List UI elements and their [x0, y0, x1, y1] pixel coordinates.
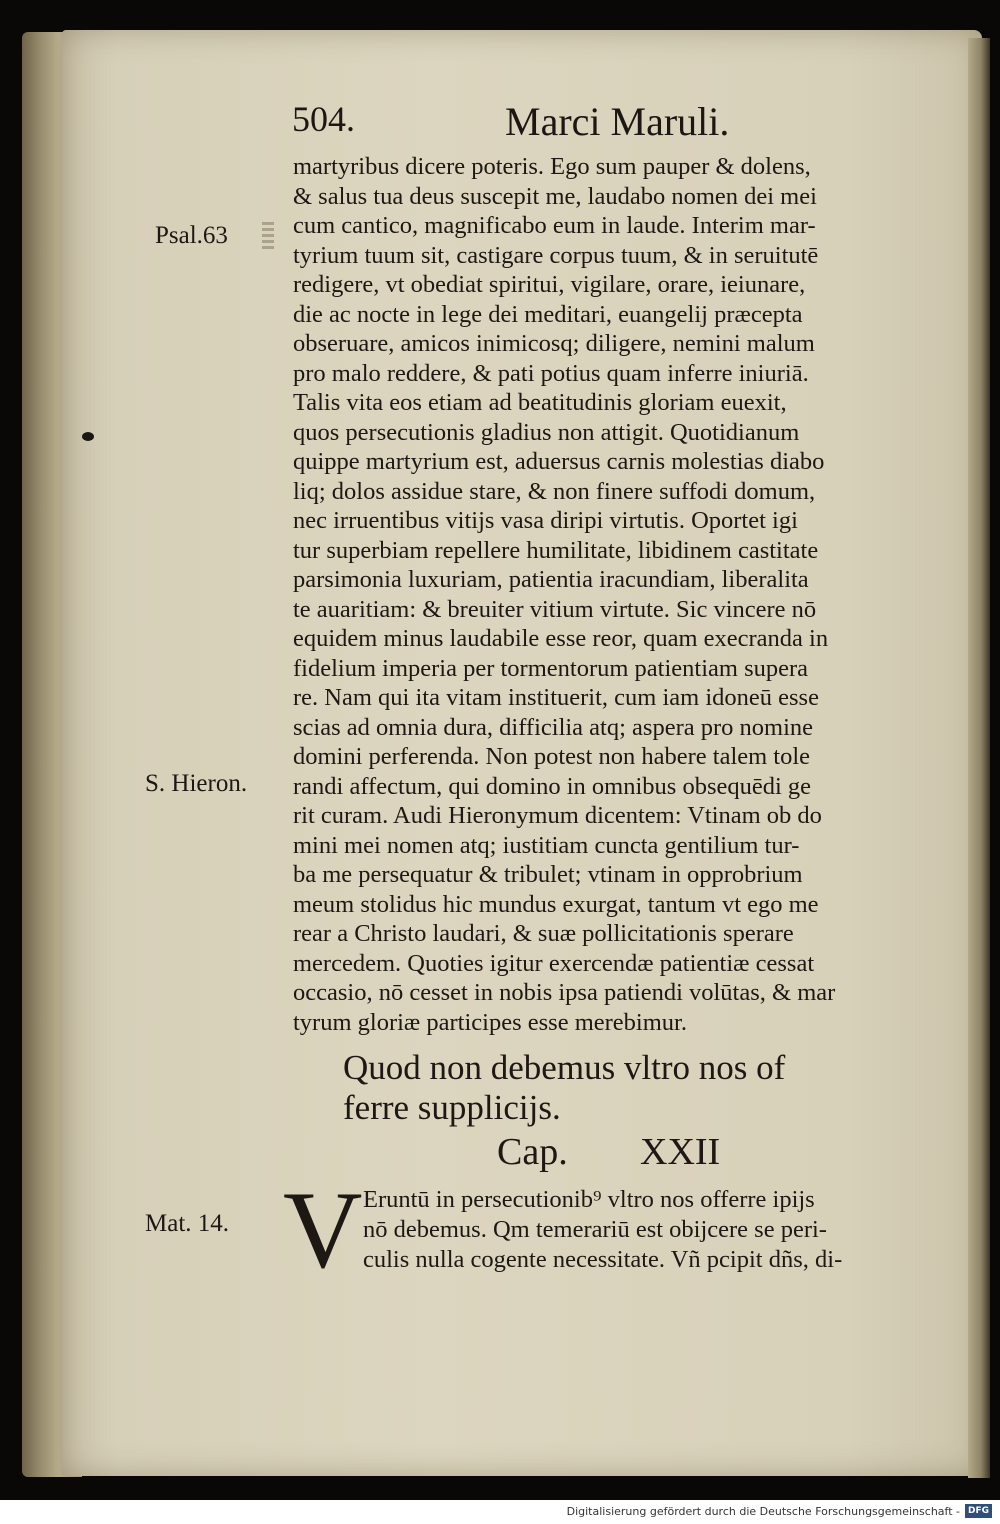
decorated-initial: V [283, 1169, 363, 1291]
chapter-number: XXII [640, 1131, 721, 1173]
text-line: quippe martyrium est, aduersus carnis molestias diabo [293, 448, 825, 475]
ink-smudge [262, 222, 274, 252]
chapter-label: Cap. [497, 1131, 568, 1173]
text-line: randi affectum, qui domino in omnibus obsequēdi ge [293, 772, 812, 800]
dfg-logo: DFG [965, 1504, 992, 1518]
text-line: die ac nocte in lege dei meditari, euangelij præcepta [293, 300, 803, 328]
page-number: 504. [292, 99, 355, 139]
text-line: mercedem. Quoties igitur exercendæ patientiæ cessat [293, 949, 815, 977]
text-line: fidelium imperia per tormentorum patientiam supera [293, 654, 809, 682]
text-line: obseruare, amicos inimicosq; diligere, nemini malum [293, 330, 815, 357]
chapter-heading [343, 1048, 785, 1128]
chapter-heading-line: ferre supplicijs. [343, 1088, 561, 1127]
page-gutter-edge [968, 38, 990, 1478]
text-line: & salus tua deus suscepit me, laudabo nomen dei mei [293, 182, 817, 210]
text-line: occasio, nō cesset in nobis ipsa patiendi volūtas, & mar [293, 979, 836, 1006]
text-line: tur superbiam repellere humilitate, libidinem castitate [293, 536, 819, 564]
text-line: equidem minus laudabile esse reor, quam execranda in [293, 625, 829, 652]
chapter-heading-line: Quod non debemus vltro nos of [343, 1048, 786, 1087]
text-line: liq; dolos assidue stare, & non finere suffodi domum, [293, 477, 816, 505]
text-line: rear a Christo laudari, & suæ pollicitationis sperare [293, 920, 794, 947]
text-line: domini perferenda. Non potest non habere talem tole [293, 743, 811, 770]
text-line: re. Nam qui ita vitam instituerit, cum iam idoneū esse [293, 684, 819, 711]
text-line: rit curam. Audi Hieronymum dicentem: Vtinam ob do [293, 802, 822, 829]
margin-note-psalm: Psal.63 [155, 222, 228, 249]
text-line: ba me persequatur & tribulet; vtinam in opprobrium [293, 861, 803, 888]
text-line: tyrium tuum sit, castigare corpus tuum, & in seruitutē [293, 241, 819, 269]
text-line: Talis vita eos etiam ad beatitudinis gloriam euexit, [293, 389, 787, 416]
text-line: pro malo reddere, & pati potius quam inferre iniuriā. [293, 359, 809, 387]
text-line: nec irruentibus vitijs vasa diripi virtutis. Oportet igi [293, 507, 798, 534]
text-line: culis nulla cogente necessitate. Vñ pcipit dñs, di- [363, 1246, 843, 1273]
text-line: parsimonia luxuriam, patientia iracundiam, liberalita [293, 566, 809, 593]
ink-mark [82, 432, 94, 441]
body-text [293, 152, 933, 1037]
text-line: quos persecutionis gladius non attigit. Quotidianum [293, 418, 800, 446]
text-line: scias ad omnia dura, difficilia atq; aspera pro nomine [293, 713, 814, 741]
chapter-text [363, 1185, 938, 1275]
footer-bar [0, 1500, 1000, 1524]
funding-credit: Digitalisierung gefördert durch die Deutsche Forschungsgemeinschaft - [566, 1505, 960, 1518]
text-line: nō debemus. Qm temerariū est obijcere se peri- [363, 1216, 827, 1243]
running-title: Marci Maruli. [505, 99, 730, 144]
text-line: mini mei nomen atq; iustitiam cuncta gentilium tur- [293, 831, 800, 859]
text-line: cum cantico, magnificabo eum in laude. Interim mar- [293, 212, 816, 239]
text-line: meum stolidus hic mundus exurgat, tantum vt ego me [293, 890, 819, 918]
text-line: martyribus dicere poteris. Ego sum pauper & dolens, [293, 153, 811, 180]
margin-note-matthew: Mat. 14. [145, 1210, 230, 1237]
text-line: redigere, vt obediat spiritui, vigilare, orare, ieiunare, [293, 271, 806, 298]
text-line: Eruntū in persecutionib⁹ vltro nos offerre ipijs [363, 1186, 815, 1213]
text-line: te auaritiam: & breuiter vitium virtute. Sic vincere nō [293, 595, 817, 623]
text-line: tyrum gloriæ participes esse merebimur. [293, 1008, 687, 1036]
margin-note-hieronymus: S. Hieron. [145, 770, 248, 797]
